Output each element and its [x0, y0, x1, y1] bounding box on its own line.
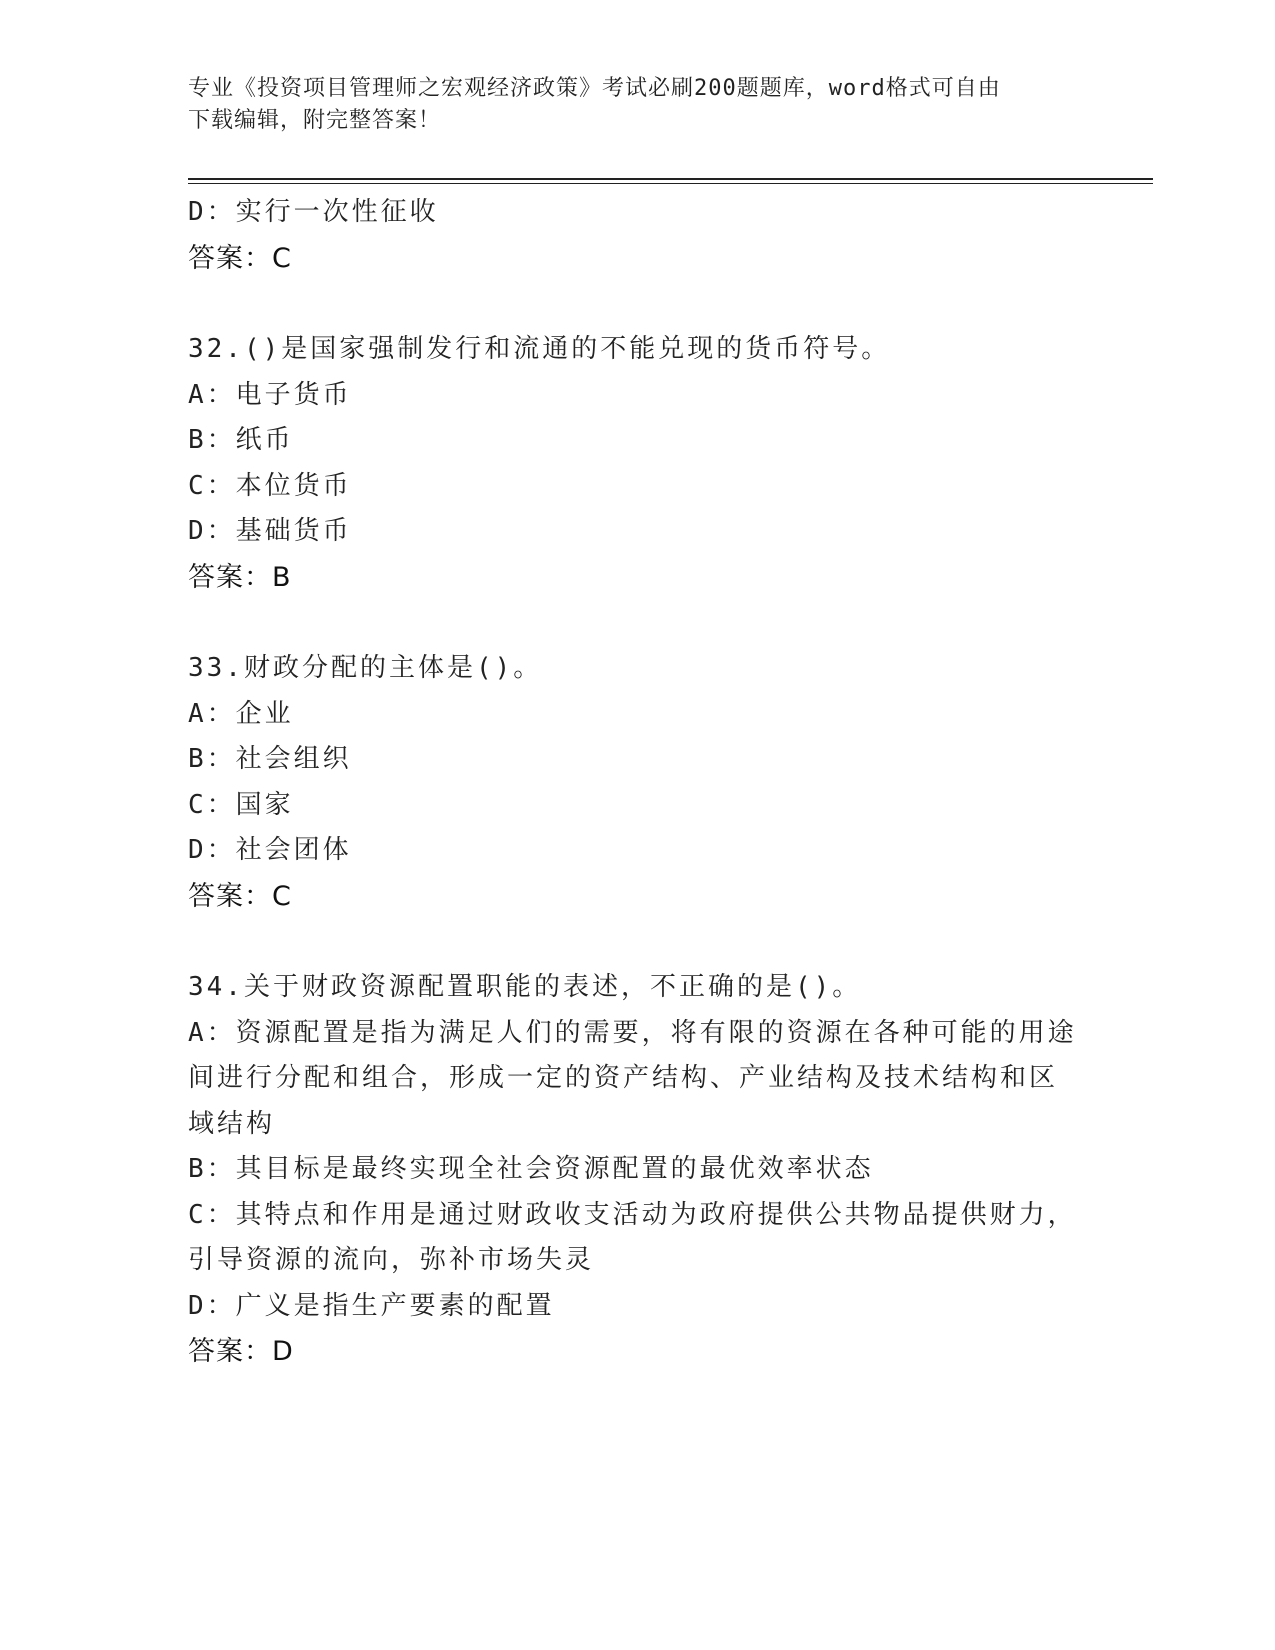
question-stem: 32.()是国家强制发行和流通的不能兑现的货币符号。 [188, 334, 891, 364]
option-d: D：实行一次性征收 [188, 197, 439, 227]
option-a-line-2: 间进行分配和组合，形成一定的资产结构、产业结构及技术结构和区 [188, 1063, 1059, 1093]
option-a-line-1: A：资源配置是指为满足人们的需要，将有限的资源在各种可能的用途 [188, 1017, 1077, 1048]
option-c: C：国家 [188, 789, 294, 820]
header-rule-thick [188, 178, 1153, 180]
answer: 答案：B [188, 561, 292, 593]
option-b: B：社会组织 [188, 744, 352, 774]
option-a-line-3: 域结构 [188, 1108, 276, 1139]
header-line-2: 下载编辑，附完整答案！ [188, 108, 442, 133]
document-header [188, 73, 1088, 137]
question-34 [188, 965, 1088, 1375]
option-c-line-1: C：其特点和作用是通过财政收支活动为政府提供公共物品提供财力， [188, 1199, 1077, 1230]
question-31-tail [188, 190, 1088, 281]
answer: 答案：C [188, 242, 292, 274]
option-d: D：社会团体 [188, 835, 352, 865]
option-a: A：企业 [188, 698, 294, 729]
option-b: B：其目标是最终实现全社会资源配置的最优效率状态 [188, 1154, 874, 1184]
question-list [188, 190, 1088, 1375]
option-b: B：纸币 [188, 425, 294, 455]
option-d: D：广义是指生产要素的配置 [188, 1290, 555, 1321]
header-line-1: 专业《投资项目管理师之宏观经济政策》考试必刷200题题库，word格式可自由 [188, 76, 1001, 101]
option-a: A：电子货币 [188, 379, 352, 410]
answer: 答案：C [188, 880, 292, 912]
question-stem: 34.关于财政资源配置职能的表述，不正确的是()。 [188, 972, 862, 1002]
option-d: D：基础货币 [188, 516, 352, 546]
question-33 [188, 646, 1088, 919]
option-c-line-2: 引导资源的流向，弥补市场失灵 [188, 1245, 595, 1275]
header-rule-thin [188, 183, 1153, 184]
option-c: C：本位货币 [188, 470, 352, 501]
question-32 [188, 327, 1088, 600]
question-stem: 33.财政分配的主体是()。 [188, 653, 543, 683]
answer: 答案：D [188, 1336, 294, 1367]
